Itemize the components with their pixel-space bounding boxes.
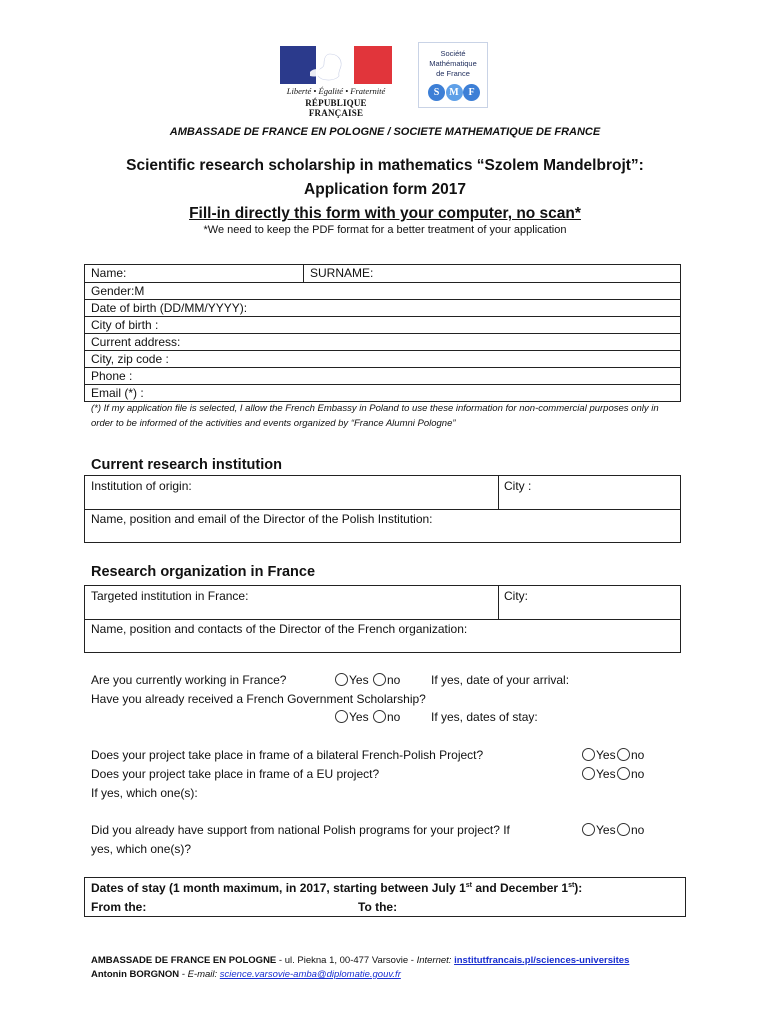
footer: AMBASSADE DE FRANCE EN POLOGNE - ul. Piekna 1, 00-477 Varsovie - Internet: institutfrancais.pl/sciences-universites Antonin BORGNON - E-mail: science.varsovie-amba@diplomatie.gouv.fr	[91, 955, 630, 980]
research-institution-box	[84, 475, 681, 543]
from-date-field[interactable]: From the:	[91, 900, 147, 914]
smf-text: Société Mathématique de France	[429, 49, 477, 78]
radio-icon[interactable]	[373, 673, 386, 686]
fill-instruction: Fill-in directly this form with your computer, no scan*	[189, 205, 581, 222]
surname-field[interactable]: SURNAME:	[303, 265, 373, 282]
institution-city-field[interactable]: City :	[504, 479, 532, 493]
website-link[interactable]: institutfrancais.pl/sciences-universites	[454, 955, 630, 966]
smf-badges: S M F	[428, 84, 480, 102]
french-director-field[interactable]: Name, position and contacts of the Director of the French organization:	[91, 622, 468, 636]
research-institution-heading: Current research institution	[91, 457, 282, 473]
france-organization-heading: Research organization in France	[91, 564, 316, 580]
rf-name: RÉPUBLIQUE FRANÇAISE	[305, 98, 367, 118]
form-title: Scientific research scholarship in mathematics “Szolem Mandelbrojt”:	[126, 157, 644, 174]
email-link[interactable]: science.varsovie-amba@diplomatie.gouv.fr	[219, 969, 401, 980]
targeted-institution-field[interactable]: Targeted institution in France:	[91, 589, 249, 603]
polish-director-field[interactable]: Name, position and email of the Director of the Polish Institution:	[91, 512, 433, 526]
radio-icon[interactable]	[582, 767, 595, 780]
personal-info-table	[84, 264, 681, 402]
support-yes-option[interactable]: Yes	[582, 823, 616, 837]
scholarship-question: Have you already received a French Government Scholarship?	[91, 692, 426, 706]
working-no-option[interactable]: no	[373, 673, 400, 687]
eu-no-option[interactable]: no	[617, 767, 644, 781]
bilateral-no-option[interactable]: no	[617, 748, 644, 762]
stay-dates-field[interactable]: If yes, dates of stay:	[431, 710, 538, 724]
data-consent-note: (*) If my application file is selected, I allow the French Embassy in Poland to use these information for non-commercial purposes only in order to be informed of the activities and events organized by “France Alumni Pologne”	[91, 403, 659, 429]
polish-support-question: Did you already have support from national Polish programs for your project? If	[91, 823, 510, 837]
smf-logo	[418, 42, 488, 108]
arrival-date-field[interactable]: If yes, date of your arrival:	[431, 673, 570, 687]
radio-icon[interactable]	[617, 823, 630, 836]
bilateral-yes-option[interactable]: Yes	[582, 748, 616, 762]
france-city-field[interactable]: City:	[504, 589, 528, 603]
eu-question: Does your project take place in frame of a EU project?	[91, 767, 380, 781]
embassy-line: AMBASSADE DE FRANCE EN POLOGNE / SOCIETE MATHEMATIQUE DE FRANCE	[169, 126, 601, 138]
which-projects-field[interactable]: If yes, which one(s):	[91, 786, 198, 800]
radio-icon[interactable]	[582, 823, 595, 836]
scholarship-yes-option[interactable]: Yes	[335, 710, 369, 724]
bilateral-question: Does your project take place in frame of a bilateral French-Polish Project?	[91, 748, 484, 762]
radio-icon[interactable]	[373, 710, 386, 723]
france-organization-box	[84, 585, 681, 653]
rf-motto: Liberté • Égalité • Fraternité	[286, 86, 386, 96]
working-yes-option[interactable]: Yes	[335, 673, 369, 687]
marianne-profile-icon	[308, 52, 348, 82]
radio-icon[interactable]	[617, 767, 630, 780]
gender-row[interactable]: Gender:M	[85, 282, 680, 299]
city-of-birth-row[interactable]: City of birth :	[85, 316, 680, 333]
gender-value[interactable]: M	[134, 284, 145, 298]
polish-support-which[interactable]: yes, which one(s)?	[91, 842, 192, 856]
name-row[interactable]: Name: SURNAME:	[91, 266, 374, 280]
institution-origin-field[interactable]: Institution of origin:	[91, 479, 192, 493]
pdf-note: *We need to keep the PDF format for a better treatment of your application	[203, 224, 567, 236]
phone-row[interactable]: Phone :	[85, 367, 680, 384]
dob-row[interactable]: Date of birth (DD/MM/YYYY):	[85, 299, 680, 316]
radio-icon[interactable]	[582, 748, 595, 761]
scholarship-no-option[interactable]: no	[373, 710, 400, 724]
form-subtitle: Application form 2017	[304, 181, 466, 198]
radio-icon[interactable]	[335, 673, 348, 686]
dates-of-stay-title: Dates of stay (1 month maximum, in 2017, starting between July 1st and December 1st):	[91, 881, 583, 895]
address-row[interactable]: Current address:	[85, 333, 680, 350]
working-in-france-question: Are you currently working in France?	[91, 673, 287, 687]
republique-francaise-logo	[280, 46, 392, 118]
city-zip-row[interactable]: City, zip code :	[85, 350, 680, 367]
tricolor-flag	[280, 46, 392, 84]
email-row[interactable]: Email (*) :	[85, 384, 680, 401]
support-no-option[interactable]: no	[617, 823, 644, 837]
eu-yes-option[interactable]: Yes	[582, 767, 616, 781]
radio-icon[interactable]	[335, 710, 348, 723]
dates-of-stay-box	[84, 877, 686, 917]
to-date-field[interactable]: To the:	[358, 900, 398, 914]
radio-icon[interactable]	[617, 748, 630, 761]
